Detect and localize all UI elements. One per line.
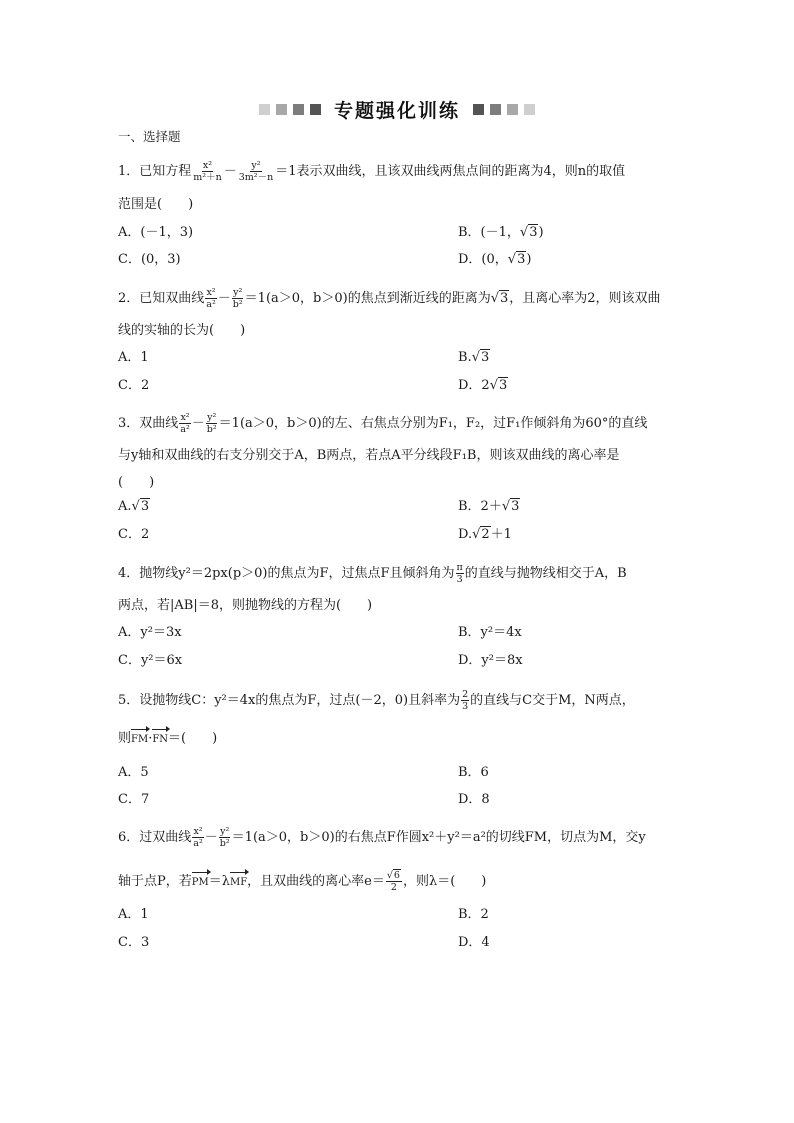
section-title: 一、选择题 bbox=[118, 129, 181, 144]
option-a: A．5 bbox=[118, 765, 149, 780]
question-6-line-1: 6．过双曲线 $\frac{\text{x²}}{\text{a²}}$ － $\frac{\text{y²}}{\text{b²}}$ ＝1(a＞0，b＞0)的右焦点F作圆x²＋y²＝a²的切线FM，切点为M，交y bbox=[118, 826, 646, 849]
question-2-line-2: 线的实轴的长为( ) bbox=[118, 323, 246, 338]
question-3-line-3: ( ) bbox=[118, 475, 155, 490]
question-4-line-1: 4．抛物线y²＝2px(p＞0)的焦点为F，过焦点F且倾斜角为 $\frac{\pi}{3}$ 的直线与抛物线相交于A，B bbox=[118, 562, 627, 585]
option-c: C．2 bbox=[118, 378, 150, 393]
vector-fm: FM bbox=[131, 731, 148, 749]
decor-square bbox=[293, 104, 304, 115]
fraction: $\frac{\text{y²}}{\text{b²}}$ bbox=[206, 412, 217, 435]
question-3-line-1: 3．双曲线 $\frac{\text{x²}}{\text{a²}}$ － $\frac{\text{y²}}{\text{b²}}$ ＝1(a＞0，b＞0)的左、右焦点分别为F₁，F₂，过F₁作倾斜角为60°的直线 bbox=[118, 412, 648, 435]
option-d: D．y²＝8x bbox=[458, 653, 523, 668]
question-3-line-2: 与y轴和双曲线的右支分别交于A，B两点，若点A平分线段F₁B，则该双曲线的离心率是 bbox=[118, 448, 620, 463]
option-b: B．(－1，√3) bbox=[458, 225, 544, 240]
fraction: $\frac{\text{x²}}{\text{a²}}$ bbox=[193, 826, 203, 849]
decor-square bbox=[524, 104, 535, 115]
vector-fn: FN bbox=[152, 731, 168, 749]
question-5-line-1: 5．设抛物线C：y²＝4x的焦点为F，过点(－2，0)且斜率为 $\frac{2}{3}$ 的直线与C交于M，N两点， bbox=[118, 689, 635, 712]
fraction: $\frac{\text{x²}}{\text{m²＋n}}$ bbox=[193, 160, 222, 183]
fraction: $\frac{\text{y²}}{\text{3m²－n}}$ bbox=[238, 160, 274, 183]
option-b: B．2＋√3 bbox=[458, 499, 520, 514]
question-5-line-2: 则FM·FN＝( ) bbox=[118, 730, 678, 749]
option-c: C．(0，3) bbox=[118, 252, 181, 267]
question-2-line-1: 2．已知双曲线 $\frac{\text{x²}}{\text{a²}}$ － $\frac{\text{y²}}{\text{b²}}$ ＝1(a＞0，b＞0)的焦点到渐近线的距离为√3，且离心率为2，则该双曲 bbox=[118, 287, 661, 310]
decor-square bbox=[490, 104, 501, 115]
decor-square bbox=[507, 104, 518, 115]
page-title: 专题强化训练 bbox=[333, 99, 460, 122]
fraction: $\frac{\text{y²}}{\text{b²}}$ bbox=[232, 287, 243, 310]
option-b: B.√3 bbox=[458, 350, 490, 365]
question-1-line-1: 1．已知方程 $\frac{\text{x²}}{\text{m²＋n}}$ － $\frac{\text{y²}}{\text{3m²－n}}$ ＝1表示双曲线，且该双曲线两焦点间的距离为4，则n的取值 bbox=[118, 160, 626, 183]
decor-square bbox=[259, 104, 270, 115]
question-1-line-2: 范围是( ) bbox=[118, 197, 194, 212]
option-a: A.√3 bbox=[118, 499, 150, 514]
option-a: A．1 bbox=[118, 907, 149, 922]
option-b: B．2 bbox=[458, 907, 489, 922]
option-a: A．(－1，3) bbox=[118, 225, 194, 240]
question-4-line-2: 两点，若|AB|＝8，则抛物线的方程为( ) bbox=[118, 598, 373, 613]
fraction: $\frac{\text{x²}}{\text{a²}}$ bbox=[206, 287, 216, 310]
option-d: D.√2＋1 bbox=[458, 527, 512, 542]
fraction: $\frac{√6}{2}$ bbox=[386, 870, 400, 893]
vector-pm: PM bbox=[192, 874, 209, 892]
option-b: B．y²＝4x bbox=[458, 625, 522, 640]
option-c: C．2 bbox=[118, 527, 150, 542]
option-d: D．2√3 bbox=[458, 378, 508, 393]
vector-mf: MF bbox=[230, 874, 247, 892]
option-a: A．y²＝3x bbox=[118, 625, 182, 640]
option-b: B．6 bbox=[458, 765, 489, 780]
option-d: D．8 bbox=[458, 792, 490, 807]
decor-square bbox=[310, 104, 321, 115]
decor-square bbox=[276, 104, 287, 115]
header-banner bbox=[0, 94, 794, 124]
option-c: C．3 bbox=[118, 935, 150, 950]
option-d: D．4 bbox=[458, 935, 490, 950]
fraction: $\frac{\pi}{3}$ bbox=[456, 562, 463, 585]
option-a: A．1 bbox=[118, 350, 149, 365]
option-d: D．(0，√3) bbox=[458, 252, 532, 267]
fraction: $\frac{2}{3}$ bbox=[462, 689, 469, 712]
fraction: $\frac{\text{y²}}{\text{b²}}$ bbox=[219, 826, 230, 849]
option-c: C．7 bbox=[118, 792, 150, 807]
question-6-line-2: 轴于点P，若PM＝λMF，且双曲线的离心率e＝ $\frac{√6}{2}$ ，则λ＝( ) bbox=[118, 870, 487, 893]
option-c: C．y²＝6x bbox=[118, 653, 183, 668]
fraction: $\frac{\text{x²}}{\text{a²}}$ bbox=[180, 412, 190, 435]
decor-square bbox=[473, 104, 484, 115]
